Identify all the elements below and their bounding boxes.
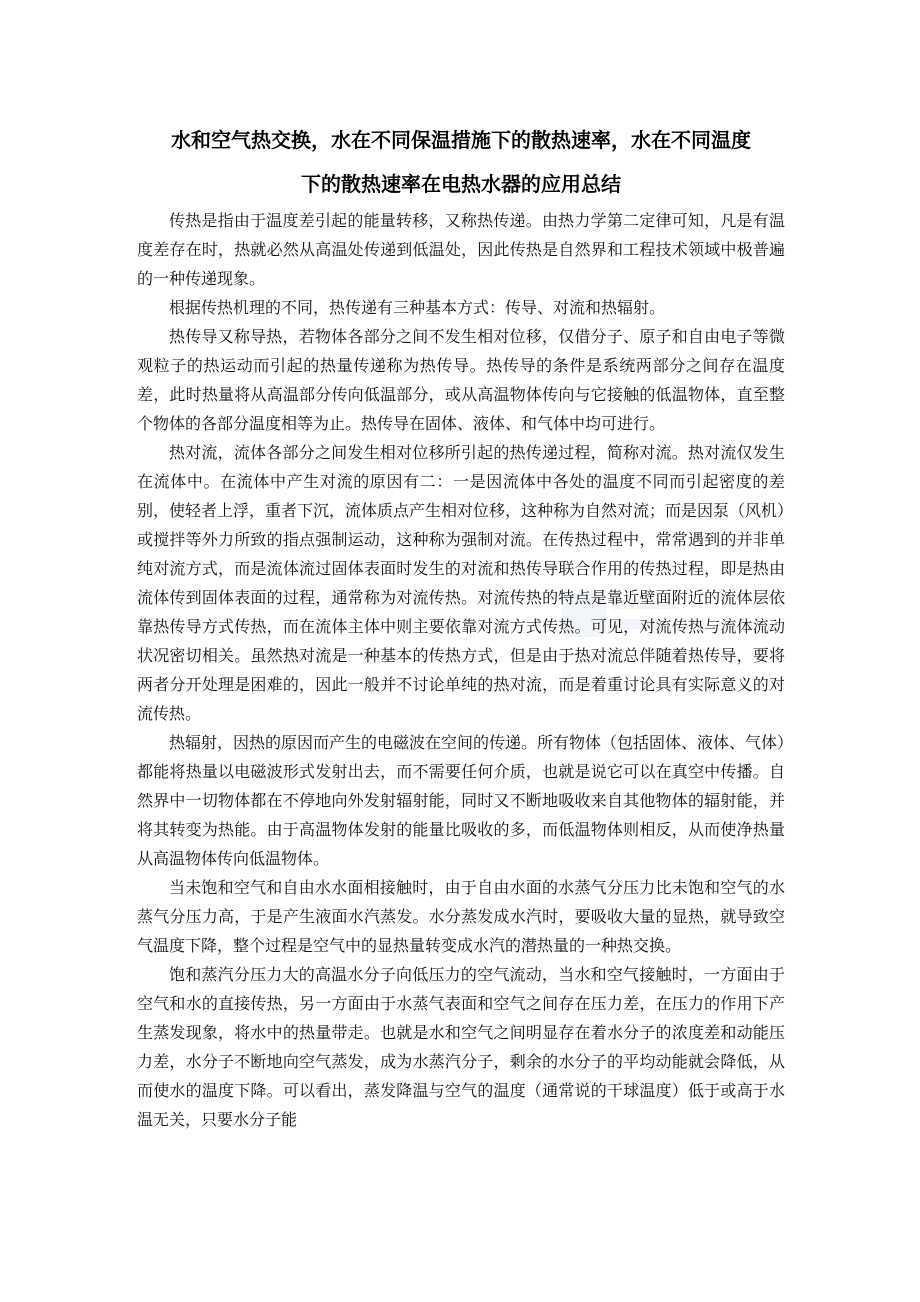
document-content xyxy=(137,118,785,1134)
title-line-1: 水和空气热交换，水在不同保温措施下的散热速率，水在不同温度 xyxy=(171,128,751,152)
paragraph-three-modes: 根据传热机理的不同，热传递有三种基本方式：传导、对流和热辐射。 xyxy=(169,298,666,317)
paragraph-convection: 热对流，流体各部分之间发生相对位移所引起的热传递过程，简称对流。热对流仅发生在流体中。在流体中产生对流的原因有二：一是因流体中各处的温度不同而引起密度的差别，使轻者上浮，重者下沉，流体质点产生相对位移，这种称为自然对流；而是因泵（风机）或搅拌等外力所致的指点强制运动，这种称为强制对流。在传热过程中，常常遇到的并非单纯对流方式，而是流体流过固体表面时发生的对流和热传导联合作用的传热过程，即是热由流体传到固体表面的过程，通常称为对流传热。对流传热的特点是靠近壁面附近的流体层依靠热传导方式传热，而在流体主体中则主要依靠对流方式传热。可见，对流传热与流体流动状况密切相关。虽然热对流是一种基本的传热方式，但是由于热对流总伴随着热传导，要将两者分开处理是困难的，因此一般并不讨论单纯的热对流，而是着重讨论具有实际意义的对流传热。 xyxy=(137,443,786,723)
paragraph-evaporation: 当未饱和空气和自由水水面相接触时，由于自由水面的水蒸气分压力比未饱和空气的水蒸气分压力高，于是产生液面水汽蒸发。水分蒸发成水汽时，要吸收大量的显热，就导致空气温度下降，整个过程是空气中的显热量转变成水汽的潜热量的一种热交换。 xyxy=(137,878,785,955)
paragraph-heat-transfer-definition: 传热是指由于温度差引起的能量转移，又称热传递。由热力学第二定律可知，凡是有温度差存在时，热就必然从高温处传递到低温处，因此传热是自然界和工程技术领域中极普遍的一种传递现象。 xyxy=(137,211,785,288)
paragraph-radiation: 热辐射，因热的原因而产生的电磁波在空间的传递。所有物体（包括固体、液体、气体）都能将热量以电磁波形式发射出去，而不需要任何介质，也就是说它可以在真空中传播。自然界中一切物体都在不停地向外发射辐射能，同时又不断地吸收来自其他物体的辐射能，并将其转变为热能。由于高温物体发射的能量比吸收的多，而低温物体则相反，从而使净热量从高温物体传向低温物体。 xyxy=(137,733,786,868)
paragraph-conduction: 热传导又称导热，若物体各部分之间不发生相对位移，仅借分子、原子和自由电子等微观粒子的热运动而引起的热量传递称为热传导。热传导的条件是系统两部分之间存在温度差，此时热量将从高温部分传向低温部分，或从高温物体传向与它接触的低温物体，直至整个物体的各部分温度相等为止。热传导在固体、液体、和气体中均可进行。 xyxy=(137,327,785,433)
title-line-2: 下的散热速率在电热水器的应用总结 xyxy=(301,172,621,196)
paragraph-water-air-exchange: 饱和蒸汽分压力大的高温水分子向低压力的空气流动，当水和空气接触时，一方面由于空气和水的直接传热，另一方面由于水蒸气表面和空气之间存在压力差，在压力的作用下产生蒸发现象，将水中的热量带走。也就是水和空气之间明显存在着水分子的浓度差和动能压力差，水分子不断地向空气蒸发，成为水蒸汽分子，剩余的水分子的平均动能就会降低，从而使水的温度下降。可以看出，蒸发降温与空气的温度（通常说的干球温度）低于或高于水温无关，只要水分子能 xyxy=(137,965,785,1129)
document-title xyxy=(137,118,785,206)
